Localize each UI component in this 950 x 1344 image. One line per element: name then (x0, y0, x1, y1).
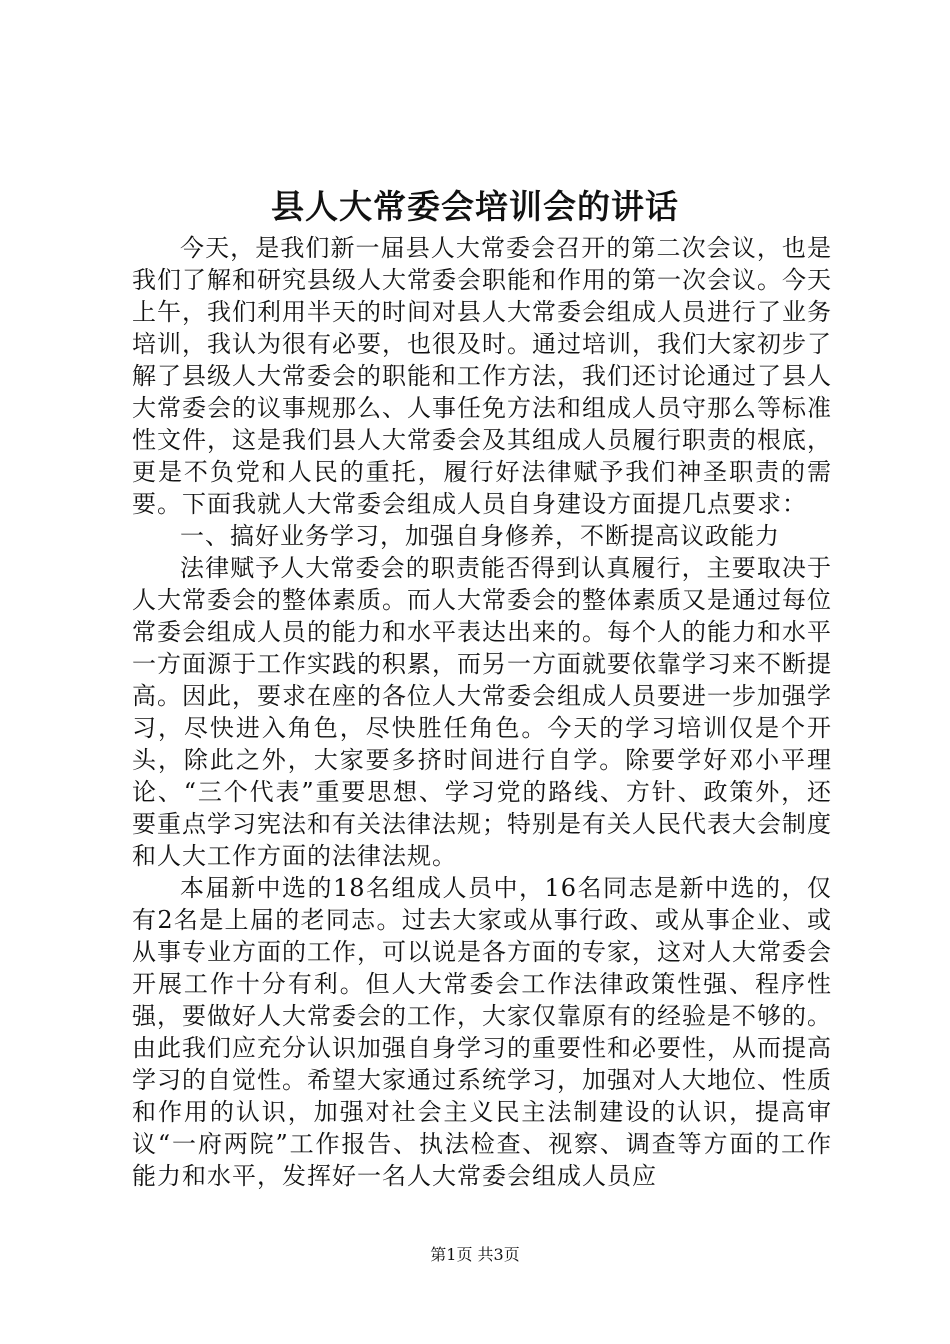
paragraph-intro: 今天，是我们新一届县人大常委会召开的第二次会议，也是我们了解和研究县级人大常委会职能和作用的第一次会议。今天上午，我们利用半天的时间对县人大常委会组成人员进行了业务培训，我认为很有必要，也很及时。通过培训，我们大家初步了解了县级人大常委会的职能和工作方法，我们还讨论通过了县人大常委会的议事规那么、人事任免方法和组成人员守那么等标准性文件，这是我们县人大常委会及其组成人员履行职责的根底，更是不负党和人民的重托，履行好法律赋予我们神圣职责的需要。下面我就人大常委会组成人员自身建设方面提几点要求： (132, 234, 832, 518)
page-number-footer: 第1页 共3页 (430, 1245, 520, 1264)
paragraph-section-1: 法律赋予人大常委会的职责能否得到认真履行，主要取决于人大常委会的整体素质。而人大常委会的整体素质又是通过每位常委会组成人员的能力和水平表达出来的。每个人的能力和水平一方面源于工作实践的积累，而另一方面就要依靠学习来不断提高。因此，要求在座的各位人大常委会组成人员要进一步加强学习，尽快进入角色，尽快胜任角色。今天的学习培训仅是个开头，除此之外，大家要多挤时间进行自学。除要学好邓小平理论、“三个代表”重要思想、学习党的路线、方针、政策外，还要重点学习宪法和有关法律法规；特别是有关人民代表大会制度和人大工作方面的法律法规。 (132, 554, 832, 870)
document-body (132, 232, 832, 1192)
section-heading-1: 一、搞好业务学习，加强自身修养，不断提高议政能力 (180, 522, 780, 550)
document-title: 县人大常委会培训会的讲话 (271, 187, 679, 226)
paragraph-members: 本届新中选的18名组成人员中，16名同志是新中选的，仅有2名是上届的老同志。过去大家或从事行政、或从事企业、或从事专业方面的工作，可以说是各方面的专家，这对人大常委会开展工作十分有利。但人大常委会工作法律政策性强、程序性强，要做好人大常委会的工作，大家仅靠原有的经验是不够的。由此我们应充分认识加强自身学习的重要性和必要性，从而提高学习的自觉性。希望大家通过系统学习，加强对人大地位、性质和作用的认识，加强对社会主义民主法制建设的认识，提高审议“一府两院”工作报告、执法检查、视察、调查等方面的工作能力和水平，发挥好一名人大常委会组成人员应 (132, 874, 832, 1190)
